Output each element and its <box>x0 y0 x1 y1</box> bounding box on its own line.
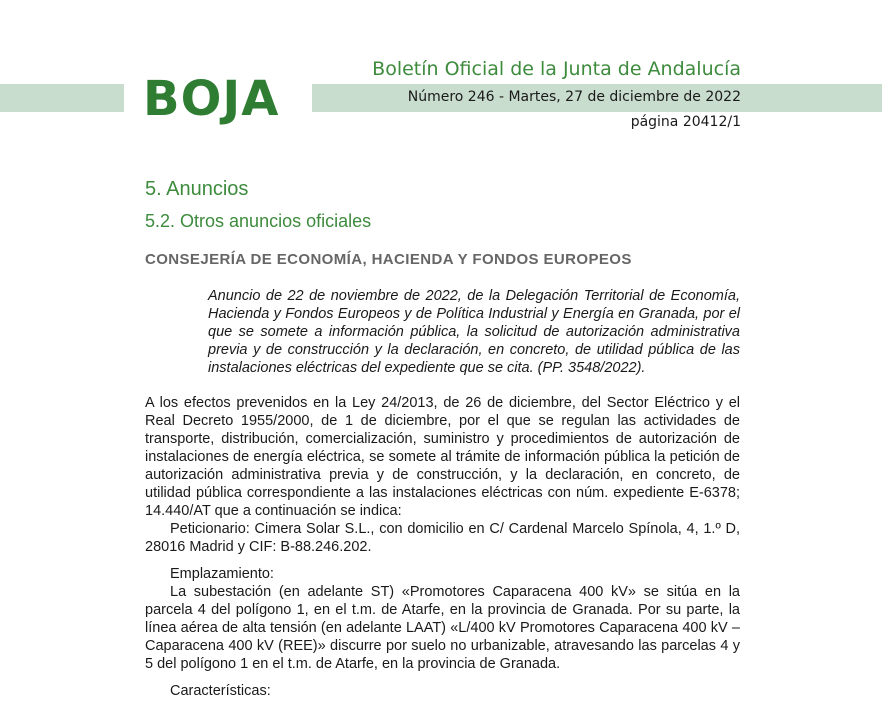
bulletin-title: Boletín Oficial de la Junta de Andalucía <box>372 58 741 80</box>
page-number: página 20412/1 <box>630 114 741 130</box>
boja-logo: BOJA <box>143 71 280 127</box>
location-paragraph: La subestación (en adelante ST) «Promotores Caparacena 400 kV» se sitúa en la parcela 4 del polígono 1, en el t.m. de Atarfe, en la provincia de Granada. Por su parte, la línea aérea de alta tensión (en adelante LAAT) «L/400 kV Promotores Caparacena 400 kV – Caparacena 400 kV (REE)» discurre por suelo no urbanizable, atravesando las parcelas 4 y 5 del polígono 1 en el t.m. de Atarfe, en la provincia de Granada. <box>145 584 740 672</box>
location-heading: Emplazamiento: <box>170 566 274 582</box>
petitioner-paragraph: Peticionario: Cimera Solar S.L., con domicilio en C/ Cardenal Marcelo Spínola, 4, 1.º D, 28016 Madrid y CIF: B-88.246.202. <box>145 521 740 555</box>
subsection-title: 5.2. Otros anuncios oficiales <box>145 211 372 231</box>
issue-info: Número 246 - Martes, 27 de diciembre de 2022 <box>407 89 741 105</box>
intro-paragraph: A los efectos prevenidos en la Ley 24/2013, de 26 de diciembre, del Sector Eléctrico y el Real Decreto 1955/2000, de 1 de diciembre, por el que se regulan las actividades de transporte, distribución, comercialización, suministro y procedimientos de autorización de instalaciones de energía eléctrica, se somete al trámite de información pública la petición de autorización administrativa previa y de construcción, y la declaración, en concreto, de utilidad pública correspondiente a las instalaciones eléctricas con núm. expediente E-6378; 14.440/AT que a continuación se indica: <box>145 395 740 519</box>
characteristics-heading: Características: <box>170 683 271 699</box>
header-band-left <box>0 84 124 112</box>
announcement-summary: Anuncio de 22 de noviembre de 2022, de la Delegación Territorial de Economía, Hacienda y Fondos Europeos y de Política Industrial y Energía en Granada, por el que se somete a información pública, la solicitud de autorización administrativa previa y de construcción y la declaración, en concreto, de utilidad pública de las instalaciones eléctricas del expediente que se cita. (PP. 3548/2022). <box>208 288 740 376</box>
ministry-heading: CONSEJERÍA DE ECONOMÍA, HACIENDA Y FONDOS EUROPEOS <box>145 251 632 268</box>
section-title: 5. Anuncios <box>145 178 249 200</box>
announcement-body <box>145 394 740 700</box>
